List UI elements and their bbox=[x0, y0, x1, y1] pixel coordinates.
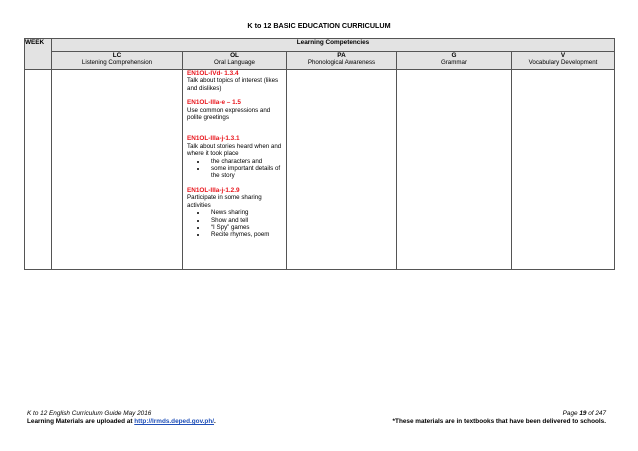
page-suffix: of 247 bbox=[586, 410, 606, 417]
materials-suffix: . bbox=[214, 418, 216, 425]
competency-item bbox=[187, 99, 284, 121]
competency-code: EN1OL-IVd- 1.3.4 bbox=[187, 70, 239, 77]
page-number: 19 bbox=[579, 410, 587, 417]
competency-description: Use common expressions and polite greetings bbox=[187, 106, 271, 122]
bullet-item: • Show and tell bbox=[207, 217, 284, 224]
domain-name: Vocabulary Development bbox=[528, 59, 598, 66]
materials-line bbox=[27, 418, 216, 426]
v-cell bbox=[512, 70, 615, 270]
competency-code: EN1OL-IIIa-j-1.2.9 bbox=[187, 186, 240, 194]
week-header: WEEK bbox=[25, 39, 52, 70]
textbook-note: *These materials are in textbooks that have been delivered to schools. bbox=[392, 418, 606, 425]
footer-left bbox=[27, 410, 216, 426]
domain-name: Listening Comprehension bbox=[81, 59, 153, 66]
competency-item bbox=[187, 187, 284, 239]
bullet-item: • the characters and bbox=[207, 158, 284, 165]
competency-item bbox=[187, 135, 284, 179]
bullet-item: • some important details of the story bbox=[207, 165, 284, 180]
domain-name: Oral Language bbox=[214, 59, 255, 66]
domain-code: G bbox=[451, 52, 457, 59]
curriculum-table bbox=[24, 38, 615, 270]
domain-code: PA bbox=[337, 52, 346, 59]
materials-prefix: Learning Materials are uploaded at bbox=[27, 418, 135, 425]
domain-code: V bbox=[560, 52, 566, 59]
lc-cell bbox=[52, 70, 183, 270]
page-indicator bbox=[393, 410, 606, 418]
competency-code: EN1OL-IIIa-j-1.3.1 bbox=[187, 135, 240, 143]
competency-description: Talk about topics of interest (likes and dislikes) bbox=[187, 77, 279, 92]
domain-code: LC bbox=[112, 52, 122, 59]
document-title: K to 12 BASIC EDUCATION CURRICULUM bbox=[247, 21, 391, 30]
domain-name: Phonological Awareness bbox=[307, 59, 376, 66]
competency-code: EN1OL-IIIa-e – 1.5 bbox=[187, 99, 241, 107]
domain-header-ol bbox=[183, 52, 287, 70]
curriculum-guide-label: K to 12 English Curriculum Guide May 2016 bbox=[27, 410, 152, 417]
bullet-item: • Recite rhymes, poem bbox=[207, 231, 284, 238]
competency-bullets bbox=[187, 158, 284, 180]
domain-header-pa bbox=[287, 52, 397, 70]
competency-bullets bbox=[187, 209, 284, 239]
g-cell bbox=[397, 70, 512, 270]
domain-code: OL bbox=[230, 52, 239, 59]
competency-description: Participate in some sharing activities bbox=[187, 194, 262, 209]
footer-right bbox=[393, 410, 606, 426]
domain-name: Grammar bbox=[440, 59, 468, 66]
lrmds-link[interactable]: http://lrmds.deped.gov.ph/ bbox=[134, 418, 215, 425]
week-cell bbox=[25, 70, 52, 270]
domain-header-lc bbox=[52, 52, 183, 70]
page-prefix: Page bbox=[562, 410, 580, 417]
domain-header-g bbox=[397, 52, 512, 70]
bullet-item: • News sharing bbox=[207, 209, 284, 216]
domain-header-v bbox=[512, 52, 615, 70]
pa-cell bbox=[287, 70, 397, 270]
bullet-item: • “I Spy” games bbox=[207, 224, 284, 231]
learning-competencies-header: Learning Competencies bbox=[52, 39, 615, 52]
competency-description: Talk about stories heard when and where it took place bbox=[187, 142, 282, 158]
competency-item bbox=[187, 70, 284, 92]
ol-cell bbox=[183, 70, 287, 270]
